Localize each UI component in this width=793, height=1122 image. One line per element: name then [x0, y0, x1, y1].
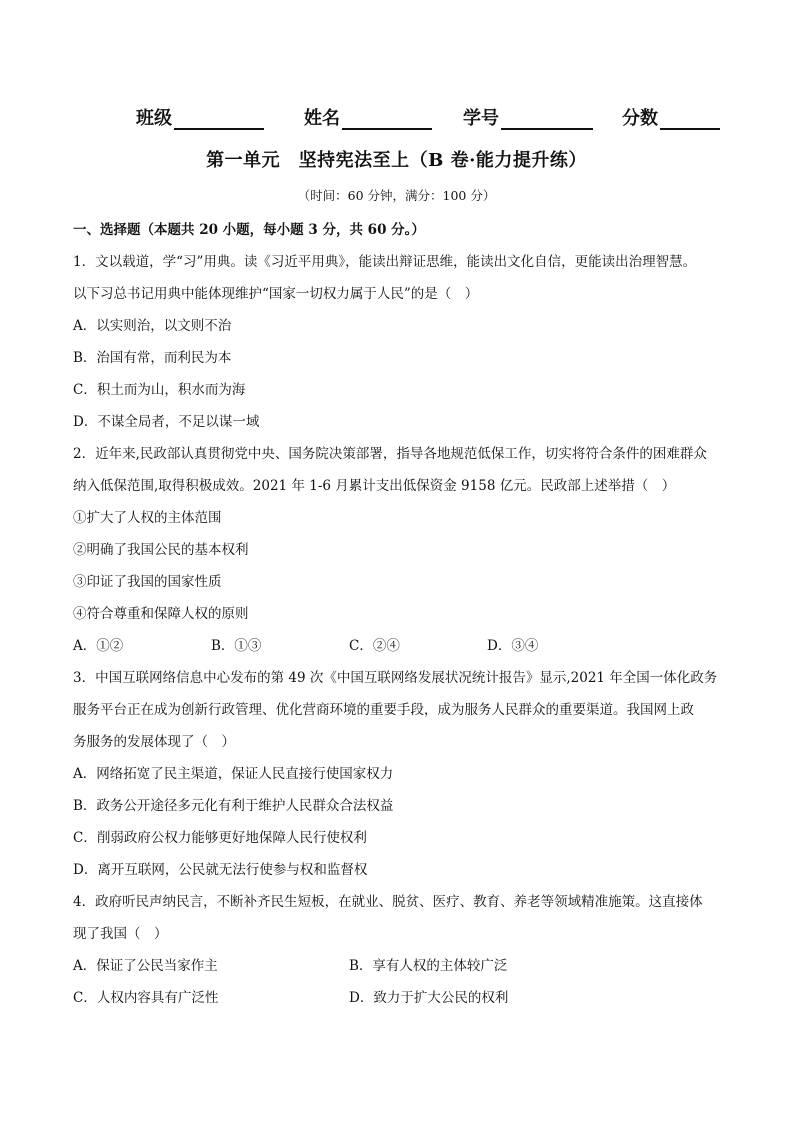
- name-label: 姓名: [304, 108, 340, 129]
- q2-stem-line1: 2．近年来,民政部认真贯彻党中央、国务院决策部署，指导各地规范低保工作，切实将符合条件的困难群众: [73, 446, 707, 462]
- q1-option-b[interactable]: B．治国有常，而利民为本: [73, 350, 232, 366]
- q4-stem-line2: 现了我国（ ）: [73, 926, 168, 942]
- q2-statement-4: ④符合尊重和保障人权的原则: [73, 606, 249, 622]
- q3-stem-line2: 服务平台正在成为创新行政管理、优化营商环境的重要手段，成为服务人民群众的重要渠道。我国网上政: [73, 702, 694, 718]
- q4-option-d[interactable]: D．致力于扩大公民的权利: [349, 990, 509, 1006]
- q2-statement-3: ③印证了我国的国家性质: [73, 574, 222, 590]
- q4-option-c[interactable]: C．人权内容具有广泛性: [73, 990, 219, 1006]
- q4-option-a[interactable]: A．保证了公民当家作主: [73, 958, 218, 974]
- q1-stem-line1: 1．文以载道，学“习”用典。读《习近平用典》，能读出辩证思维，能读出文化自信，更能读出治理智慧。: [73, 254, 697, 270]
- page-title: 第一单元 坚持宪法至上（B 卷·能力提升练）: [206, 150, 587, 171]
- q3-stem-line3: 务服务的发展体现了（ ）: [73, 734, 235, 750]
- score-label: 分数: [622, 108, 658, 129]
- q1-option-a[interactable]: A．以实则治，以文则不治: [73, 318, 232, 334]
- class-field[interactable]: [136, 104, 264, 130]
- score-field[interactable]: [622, 104, 720, 130]
- student-info-fields: [0, 104, 793, 130]
- student-id-label: 学号: [463, 108, 499, 129]
- q2-option-d[interactable]: D．③④: [487, 638, 539, 654]
- q1-option-c[interactable]: C．积土而为山，积水而为海: [73, 382, 246, 398]
- name-field[interactable]: [304, 104, 432, 130]
- q2-stem-line2: 纳入低保范围,取得积极成效。2021 年 1-6 月累计支出低保资金 9158 亿元。民政部上述举措（ ）: [73, 478, 676, 494]
- score-blank[interactable]: [660, 106, 720, 130]
- q3-option-a[interactable]: A．网络拓宽了民主渠道，保证人民直接行使国家权力: [73, 766, 394, 782]
- q3-option-d[interactable]: D．离开互联网，公民就无法行使参与权和监督权: [73, 862, 368, 878]
- q1-option-d[interactable]: D．不谋全局者，不足以谋一域: [73, 414, 260, 430]
- student-id-blank[interactable]: [501, 106, 593, 130]
- q3-stem-line1: 3．中国互联网络信息中心发布的第 49 次《中国互联网络发展状况统计报告》显示,2021 年全国一体化政务: [73, 670, 718, 686]
- q3-option-c[interactable]: C．削弱政府公权力能够更好地保障人民行使权利: [73, 830, 367, 846]
- class-blank[interactable]: [174, 106, 264, 130]
- q4-stem-line1: 4．政府听民声纳民言，不断补齐民生短板，在就业、脱贫、医疗、教育、养老等领域精准施策。这直接体: [73, 894, 703, 910]
- q3-option-b[interactable]: B．政务公开途径多元化有利于维护人民群众合法权益: [73, 798, 394, 814]
- q2-statement-1: ①扩大了人权的主体范围: [73, 510, 222, 526]
- q2-option-a[interactable]: A．①②: [73, 638, 124, 654]
- student-id-field[interactable]: [463, 104, 593, 130]
- q2-statement-2: ②明确了我国公民的基本权利: [73, 542, 249, 558]
- section-heading: 一、选择题（本题共 20 小题，每小题 3 分，共 60 分。）: [73, 222, 425, 238]
- class-label: 班级: [136, 108, 172, 129]
- q4-option-b[interactable]: B．享有人权的主体较广泛: [349, 958, 508, 974]
- q2-option-c[interactable]: C．②④: [349, 638, 400, 654]
- q2-option-b[interactable]: B．①③: [211, 638, 262, 654]
- name-blank[interactable]: [342, 106, 432, 130]
- exam-time-info: （时间：60 分钟，满分：100 分）: [297, 188, 496, 203]
- q1-stem-line2: 以下习总书记用典中能体现维护“国家一切权力属于人民”的是（ ）: [73, 286, 479, 302]
